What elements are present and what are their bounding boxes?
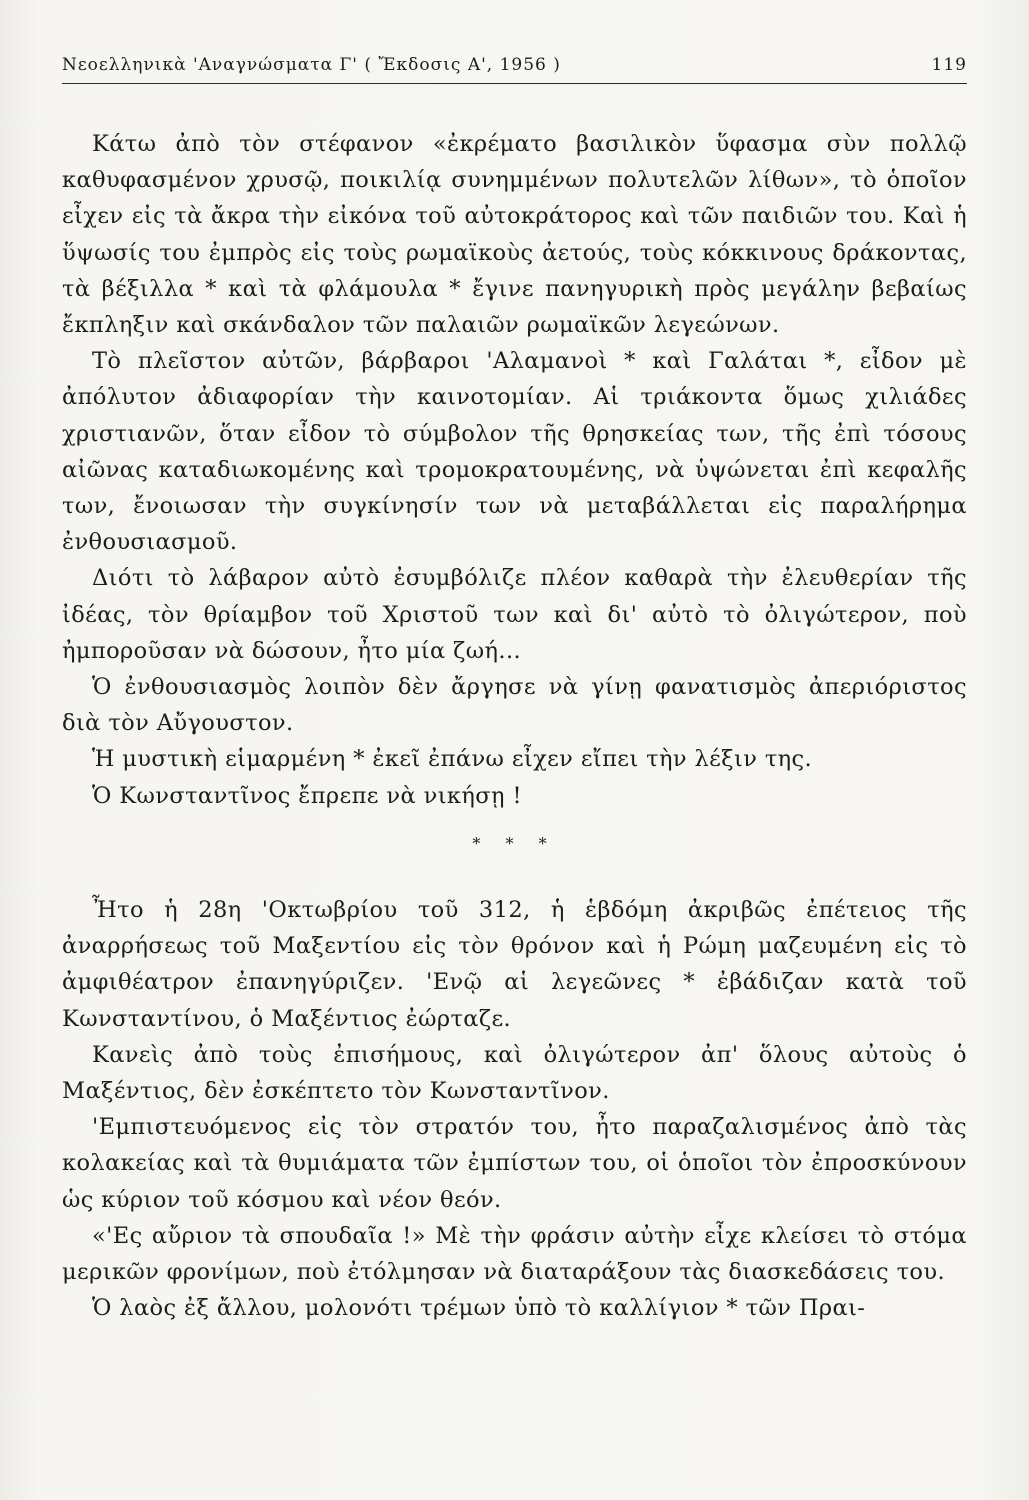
paragraph: Ὁ ἐνθουσιασμὸς λοιπὸν δὲν ἄργησε νὰ γίνῃ φανατισμὸς ἀπεριόριστος διὰ τὸν Αὔγουστον. — [62, 674, 967, 737]
page-number: 119 — [931, 55, 967, 75]
section-separator: * * * — [472, 833, 557, 853]
body-text — [62, 126, 967, 1327]
paragraph: Τὸ πλεῖστον αὐτῶν, βάρβαροι 'Αλαμανοὶ * καὶ Γαλάται *, εἶδον μὲ ἀπόλυτον ἀδιαφορίαν τὴν καινοτομίαν. Αἱ τριάκοντα ὅμως χιλιάδες χριστιανῶν, ὅταν εἶδον τὸ σύμβολον τῆς θρησκείας των, τῆς ἐπὶ τόσους αἰῶνας καταδιωκομένης καὶ τρομοκρατουμένης, νὰ ὑψώνεται ἐπὶ κεφαλῆς των, ἔνοιωσαν τὴν συγκίνησίν των νὰ μεταβάλλεται εἰς παραλήρημα ἐνθουσιασμοῦ. — [62, 348, 967, 556]
paragraph: Ὁ Κωνσταντῖνος ἔπρεπε νὰ νικήσῃ ! — [92, 782, 522, 809]
paragraph: Ἦτο ἡ 28η 'Οκτωβρίου τοῦ 312, ἡ ἑβδόμη ἀκριβῶς ἐπέτειος τῆς ἀναρρήσεως τοῦ Μαξεντίου εἰς τὸν θρόνον καὶ ἡ Ρώμη μαζευμένη εἰς τὸ ἀμφιθέατρον ἐπανηγύριζεν. 'Ενῷ αἱ λεγεῶνες * ἐβάδιζαν κατὰ τοῦ Κωνσταντίνου, ὁ Μαξέντιος ἐώρταζε. — [62, 897, 967, 1032]
paragraph: Ὁ λαὸς ἐξ ἄλλου, μολονότι τρέμων ὑπὸ τὸ καλλίγιον * τῶν Πραι- — [92, 1295, 866, 1322]
header-title: Νεοελληνικὰ 'Αναγνώσματα Γ' ( Ἔκδοσις Α', 1956 ) — [62, 55, 561, 75]
paragraph: Ἡ μυστικὴ εἱμαρμένη * ἐκεῖ ἐπάνω εἶχεν εἴπει τὴν λέξιν της. — [92, 746, 813, 773]
paragraph: Διότι τὸ λάβαρον αὐτὸ ἐσυμβόλιζε πλέον καθαρὰ τὴν ἐλευθερίαν τῆς ἰδέας, τὸν θρίαμβον τοῦ Χριστοῦ των καὶ δι' αὐτὸ τὸ ὀλιγώτερον, ποὺ ἠμποροῦσαν νὰ δώσουν, ἦτο μία ζωή... — [62, 565, 967, 664]
running-header — [62, 55, 967, 84]
paragraph: Κάτω ἀπὸ τὸν στέφανον «ἐκρέματο βασιλικὸν ὕφασμα σὺν πολλῷ καθυφασμένον χρυσῷ, ποικιλίᾳ συνημμένων πολυτελῶν λίθων», τὸ ὁποῖον εἶχεν εἰς τὰ ἄκρα τὴν εἰκόνα τοῦ αὐτοκράτορος καὶ τῶν παιδιῶν του. Καὶ ἡ ὕψωσίς του ἐμπρὸς εἰς τοὺς ρωμαϊκοὺς ἀετούς, τοὺς κόκκινους δράκοντας, τὰ βέξιλλα * καὶ τὰ φλάμουλα * ἔγινε πανηγυρικὴ πρὸς μεγάλην βεβαίως ἔκπληξιν καὶ σκάνδαλον τῶν παλαιῶν ρωμαϊκῶν λεγεώνων. — [62, 131, 967, 339]
paragraph: Κανεὶς ἀπὸ τοὺς ἐπισήμους, καὶ ὀλιγώτερον ἀπ' ὅλους αὐτοὺς ὁ Μαξέντιος, δὲν ἐσκέπτετο τὸν Κωνσταντῖνον. — [62, 1041, 967, 1105]
paragraph: 'Εμπιστευόμενος εἰς τὸν στρατόν του, ἦτο παραζαλισμένος ἀπὸ τὰς κολακείας καὶ τὰ θυμιάματα τῶν ἐμπίστων του, οἱ ὁποῖοι τὸν ἐπροσκύνουν ὡς κύριον τοῦ κόσμου καὶ νέον θεόν. — [62, 1114, 967, 1213]
paragraph: «'Ες αὔριον τὰ σπουδαῖα !» Μὲ τὴν φράσιν αὐτὴν εἶχε κλείσει τὸ στόμα μερικῶν φρονίμων, ποὺ ἐτόλμησαν νὰ διαταράξουν τὰς διασκεδάσεις του. — [62, 1222, 967, 1286]
